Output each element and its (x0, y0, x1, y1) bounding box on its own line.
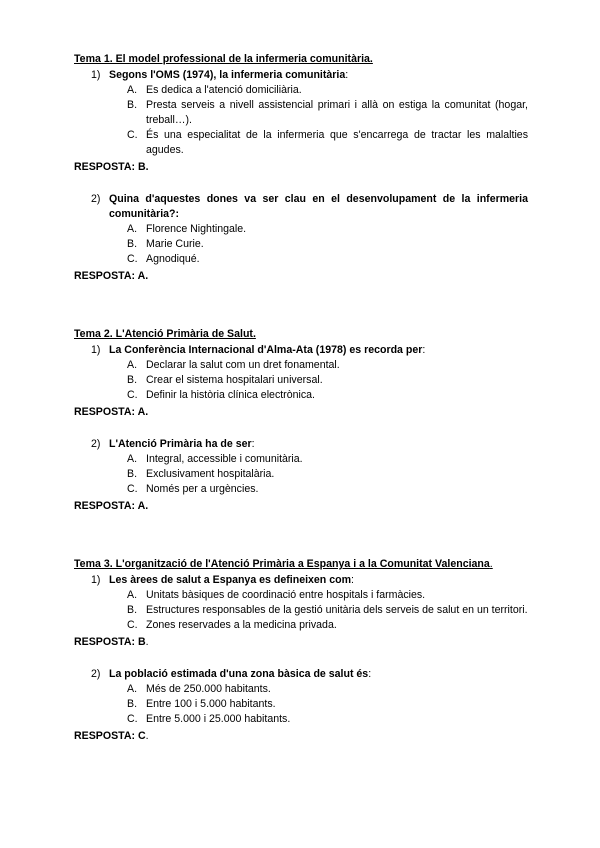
options-list (127, 358, 528, 403)
option-item: B. Exclusivament hospitalària. (127, 468, 275, 480)
options-list (127, 83, 528, 158)
option-item: C. Definir la història clínica electrònica. (127, 389, 315, 401)
answer-line: RESPOSTA: B. (74, 161, 149, 173)
option-item: B. Entre 100 i 5.000 habitants. (127, 698, 276, 710)
option-item: B. Presta serveis a nivell assistencial primari i allà on estiga la comunitat (hogar, treball…). (127, 99, 528, 126)
option-item: C. Agnodiqué. (127, 253, 200, 265)
option-item: A. Es dedica a l'atenció domiciliària. (127, 84, 302, 96)
answer-line: RESPOSTA: A. (74, 270, 149, 282)
question-number: 2) (91, 193, 101, 205)
option-item: C. És una especialitat de la infermeria que s'encarrega de tractar les malalties agudes. (127, 129, 528, 156)
option-item: B. Estructures responsables de la gestió unitària dels serveis de salut en un territori. (127, 604, 528, 616)
options-list (127, 222, 528, 267)
question-number: 1) (91, 69, 101, 81)
option-item: C. Només per a urgències. (127, 483, 259, 495)
answer-line: RESPOSTA: B. (74, 636, 149, 648)
options-list (127, 588, 528, 633)
question-text: Les àrees de salut a Espanya es defineixen com: (109, 574, 354, 586)
option-item: B. Marie Curie. (127, 238, 204, 250)
topic-section-1 (74, 52, 528, 284)
option-item: C. Zones reservades a la medicina privada. (127, 619, 337, 631)
question-text: Quina d'aquestes dones va ser clau en el desenvolupament de la infermeria comunitària?: (109, 193, 528, 220)
topic-title: Tema 1. El model professional de la infermeria comunitària. (74, 53, 373, 65)
topic-section-2 (74, 327, 528, 514)
topic-title: Tema 2. L'Atenció Primària de Salut. (74, 328, 256, 340)
answer-line: RESPOSTA: A. (74, 500, 149, 512)
option-item: A. Unitats bàsiques de coordinació entre hospitals i farmàcies. (127, 589, 426, 601)
question (74, 667, 528, 682)
topic-section-3 (74, 557, 528, 744)
question-text: La Conferència Internacional d'Alma-Ata (1978) es recorda per: (109, 344, 426, 356)
question-text: Segons l'OMS (1974), la infermeria comunitària: (109, 69, 349, 81)
question (74, 437, 528, 452)
topic-title: Tema 3. L'organització de l'Atenció Primària a Espanya i a la Comunitat Valenciana. (74, 558, 493, 570)
option-item: A. Integral, accessible i comunitària. (127, 453, 303, 465)
question-text: La població estimada d'una zona bàsica de salut és: (109, 668, 372, 680)
question (74, 192, 528, 222)
option-item: A. Declarar la salut com un dret fonamental. (127, 359, 340, 371)
answer-line: RESPOSTA: C. (74, 730, 149, 742)
question-number: 1) (91, 344, 101, 356)
option-item: B. Crear el sistema hospitalari universal. (127, 374, 323, 386)
question-number: 2) (91, 438, 101, 450)
options-list (127, 452, 528, 497)
question (74, 573, 528, 588)
answer-line: RESPOSTA: A. (74, 406, 149, 418)
option-item: A. Florence Nightingale. (127, 223, 247, 235)
question-text: L'Atenció Primària ha de ser: (109, 438, 255, 450)
question-number: 2) (91, 668, 101, 680)
option-item: A. Més de 250.000 habitants. (127, 683, 271, 695)
question-number: 1) (91, 574, 101, 586)
question (74, 343, 528, 358)
option-item: C. Entre 5.000 i 25.000 habitants. (127, 713, 291, 725)
question (74, 68, 528, 83)
options-list (127, 682, 528, 727)
